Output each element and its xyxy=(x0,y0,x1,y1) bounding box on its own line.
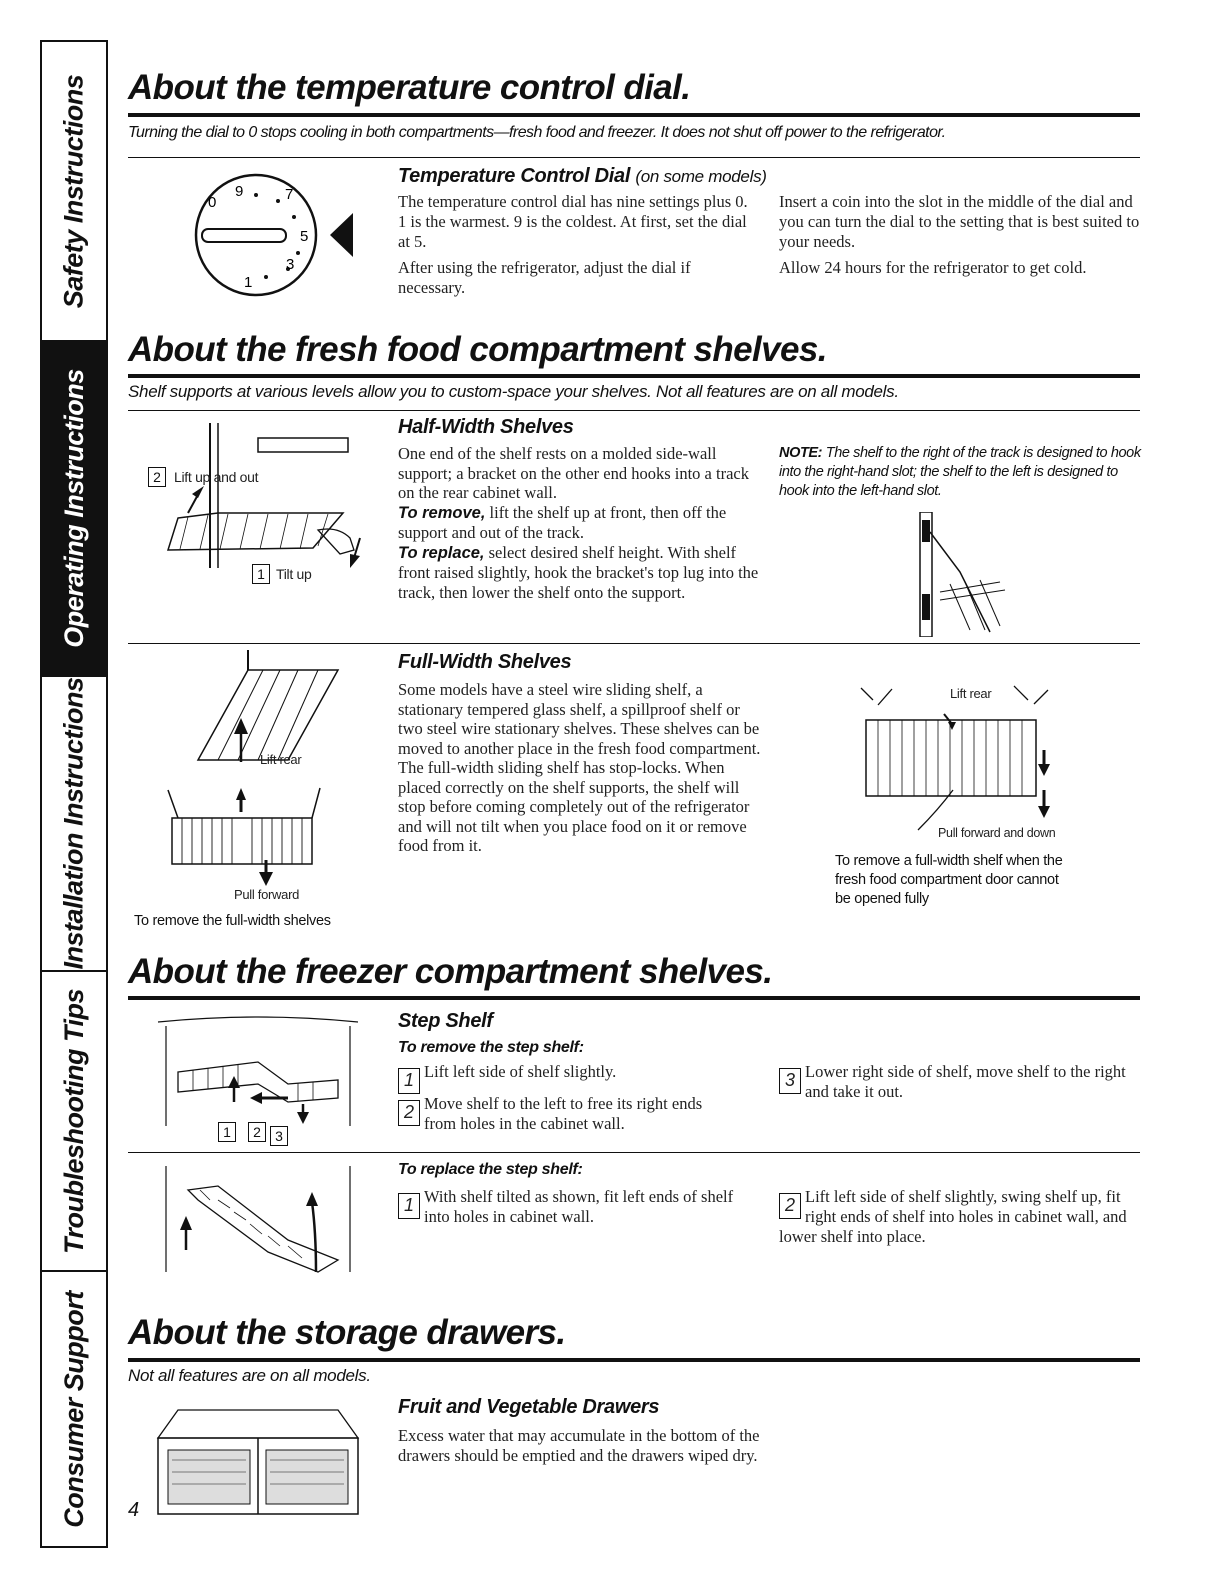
note-label: NOTE: xyxy=(779,445,823,461)
step-number-box: 3 xyxy=(779,1068,801,1094)
tab-label: Troubleshooting Tips xyxy=(58,988,89,1254)
half-width-shelf-figure xyxy=(138,418,378,598)
drawers-intro: Not all features are on all models. xyxy=(128,1366,371,1385)
step-number-box: 1 xyxy=(218,1122,236,1142)
temperature-dial-figure xyxy=(138,165,378,305)
half-width-subtitle: Half-Width Shelves xyxy=(398,416,574,438)
step-number-box: 2 xyxy=(148,467,166,487)
fig-label-tilt-up: Tilt up xyxy=(276,566,312,582)
pointer-arrow-icon xyxy=(330,213,353,257)
dial-number: 3 xyxy=(286,256,295,273)
remove-step-2 xyxy=(398,1094,738,1134)
page-number: 4 xyxy=(128,1499,140,1521)
section-title-temperature: About the temperature control dial. xyxy=(128,68,691,107)
fresh-food-intro: Shelf supports at various levels allow you to custom-space your shelves. Not all features are on all models. xyxy=(128,382,899,401)
section-rule xyxy=(128,374,1140,378)
to-replace-text: select desired shelf height. With shelf front raised slightly, hook the bracket's top lug into the track, then lower the shelf onto the support. xyxy=(398,542,759,602)
half-width-note xyxy=(779,444,1149,501)
divider xyxy=(128,1152,1140,1153)
full-width-shelf-figure-left xyxy=(138,650,378,910)
replace-step-2-text: Lift left side of shelf slightly, swing shelf up, fit right ends of shelf into holes in cabinet wall, and lower shelf into place. xyxy=(779,1187,1127,1246)
temperature-col1-p1: The temperature control dial has nine settings plus 0. 1 is the warmest. 9 is the coldest. At first, set the dial at 5. xyxy=(398,192,748,251)
full-width-p2: The full-width sliding shelf has stop-locks. When placed correctly on the shelf supports, the shelf will stop before coming completely out of the refrigerator and will not tilt when you place food on it or remove food from it. xyxy=(398,758,750,855)
full-width-shelf-figure-right xyxy=(838,680,1070,845)
half-width-p1: One end of the shelf rests on a molded side-wall support; a bracket on the other end hooks into a track on the rear cabinet wall. xyxy=(398,444,749,502)
divider xyxy=(128,643,1140,644)
remove-step-1 xyxy=(398,1062,738,1094)
full-width-subtitle: Full-Width Shelves xyxy=(398,651,572,673)
temperature-intro: Turning the dial to 0 stops cooling in both compartments—fresh food and freezer. It does not shut off power to the refrigerator. xyxy=(128,124,946,141)
dial-number: 7 xyxy=(285,186,294,203)
fig-label-lift-up-and-out: Lift up and out xyxy=(174,469,259,485)
step-number-box: 2 xyxy=(398,1100,420,1126)
dial-number: 0 xyxy=(208,194,217,211)
replace-step-2 xyxy=(779,1187,1139,1247)
section-tabs xyxy=(40,40,108,1548)
tab-label: Installation Instructions xyxy=(58,677,89,970)
fig-label-lift-rear: Lift rear xyxy=(260,752,302,767)
replace-step-1-text: With shelf tilted as shown, fit left ends of shelf into holes in cabinet wall. xyxy=(424,1187,734,1226)
section-title-fresh-food: About the fresh food compartment shelves. xyxy=(128,330,827,369)
tab-consumer-support[interactable] xyxy=(42,1272,106,1546)
temperature-subtitle-text: Temperature Control Dial xyxy=(398,165,631,187)
remove-step-3-text: Lower right side of shelf, move shelf to the right and take it out. xyxy=(805,1062,1126,1101)
caption-remove-full-width-door: To remove a full-width shelf when the fresh food compartment door cannot be opened fully xyxy=(835,853,1063,907)
track-slot-figure xyxy=(860,512,1010,637)
temperature-col2 xyxy=(779,192,1144,284)
to-remove-label: To remove, xyxy=(398,503,486,522)
temperature-subtitle-note: (on some models) xyxy=(635,167,767,186)
remove-step-1-text: Lift left side of shelf slightly. xyxy=(424,1062,617,1081)
section-rule xyxy=(128,113,1140,117)
step-number-box: 2 xyxy=(248,1122,266,1142)
storage-drawers-figure xyxy=(148,1400,368,1520)
step-number-box: 1 xyxy=(398,1068,420,1094)
remove-step-2-text: Move shelf to the left to free its right ends from holes in the cabinet wall. xyxy=(424,1094,703,1133)
dial-number: 1 xyxy=(244,274,253,291)
section-title-drawers: About the storage drawers. xyxy=(128,1313,566,1352)
caption-remove-full-width: To remove the full-width shelves xyxy=(134,913,331,929)
dial-number: 5 xyxy=(300,228,309,245)
tab-troubleshooting-tips[interactable] xyxy=(42,972,106,1272)
temperature-col2-p1: Insert a coin into the slot in the middle of the dial and you can turn the dial to the setting that is best suited to your needs. xyxy=(779,192,1140,251)
section-title-freezer: About the freezer compartment shelves. xyxy=(128,952,773,991)
section-rule xyxy=(128,1358,1140,1362)
fig-label-pull-forward-and-down: Pull forward and down xyxy=(938,826,1056,840)
replace-step-shelf-label: To replace the step shelf: xyxy=(398,1161,583,1178)
temperature-subtitle xyxy=(398,165,767,188)
tab-safety-instructions[interactable] xyxy=(42,42,106,342)
dial-number: 9 xyxy=(235,183,244,200)
temperature-col1 xyxy=(398,192,758,304)
tab-installation-instructions[interactable] xyxy=(42,677,106,972)
step-number-box: 2 xyxy=(779,1193,801,1219)
divider xyxy=(128,157,1140,158)
tab-operating-instructions[interactable] xyxy=(42,342,106,677)
remove-step-shelf-label: To remove the step shelf: xyxy=(398,1039,584,1056)
step-number-box: 1 xyxy=(252,564,270,584)
fig-label-pull-forward: Pull forward xyxy=(234,887,300,902)
fig-label-lift-rear: Lift rear xyxy=(950,686,992,701)
remove-step-3 xyxy=(779,1062,1139,1102)
replace-step-1 xyxy=(398,1187,738,1227)
tab-label: Operating Instructions xyxy=(58,369,89,648)
step-shelf-replace-figure xyxy=(138,1160,378,1285)
to-remove-text: lift the shelf up at front, then off the support and out of the track. xyxy=(398,502,727,542)
note-text: The shelf to the right of the track is designed to hook into the right-hand slot; the shelf to the left is designed to hook into the left-hand slot. xyxy=(779,445,1141,499)
temperature-col1-p2: After using the refrigerator, adjust the dial if necessary. xyxy=(398,258,691,297)
temperature-col2-p2: Allow 24 hours for the refrigerator to get cold. xyxy=(779,258,1087,277)
step-number-box: 1 xyxy=(398,1193,420,1219)
step-shelf-remove-figure xyxy=(138,1006,378,1148)
section-rule xyxy=(128,996,1140,1000)
to-replace-label: To replace, xyxy=(398,543,485,562)
half-width-body xyxy=(398,444,768,602)
full-width-body xyxy=(398,680,763,856)
divider xyxy=(128,410,1140,411)
step-number-box: 3 xyxy=(270,1126,288,1146)
drawers-p1: Excess water that may accumulate in the bottom of the drawers should be emptied and the drawers wiped dry. xyxy=(398,1426,760,1465)
full-width-p1: Some models have a steel wire sliding shelf, a stationary tempered glass shelf, a spillproof shelf or two steel wire stationary shelves. These shelves can be moved to another place in the fresh food compartment. xyxy=(398,680,761,758)
tab-label: Consumer Support xyxy=(58,1290,89,1528)
drawers-subtitle: Fruit and Vegetable Drawers xyxy=(398,1396,660,1418)
step-shelf-subtitle: Step Shelf xyxy=(398,1010,493,1032)
tab-label: Safety Instructions xyxy=(58,74,89,308)
drawers-body xyxy=(398,1426,768,1471)
